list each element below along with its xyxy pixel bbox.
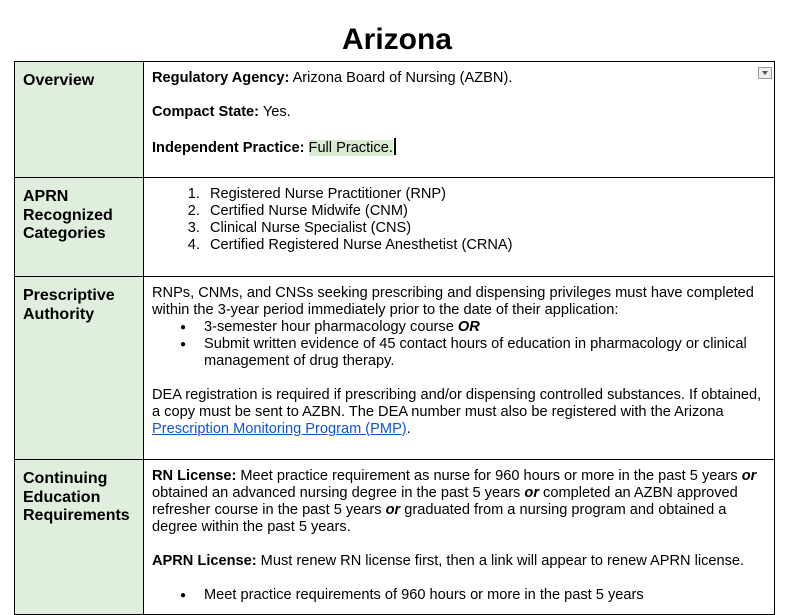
pmp-link[interactable]: Prescription Monitoring Program (PMP) [152, 421, 407, 437]
bullet1-or: OR [457, 319, 480, 335]
list-item: 3. Clinical Nurse Specialist (CNS) [204, 220, 766, 237]
list-item: 1. Registered Nurse Practitioner (RNP) [204, 186, 766, 203]
compact-state-line [152, 104, 766, 121]
rn-part1: Meet practice requirement as nurse for 960 hours or more in the past 5 years [236, 468, 742, 484]
rn-part4: graduated from a nursing program and obtained a degree within the past 5 years. [152, 502, 727, 535]
dea-end: . [406, 421, 411, 437]
categories-list [152, 186, 766, 254]
categories-row [15, 178, 775, 277]
education-content[interactable] [144, 460, 775, 615]
overview-content[interactable] [144, 62, 775, 178]
page-title: Arizona [341, 23, 452, 56]
rn-part3: completed an AZBN approved refresher course in the past 5 years [152, 485, 738, 518]
rn-part2: obtained an advanced nursing degree in the past 5 years [152, 485, 525, 501]
text-cursor [394, 138, 396, 155]
practice-label: Independent Practice: [152, 140, 305, 156]
practice-value-text: Full Practice [308, 140, 389, 156]
education-bullets [152, 587, 766, 604]
overview-label: Overview [15, 62, 144, 178]
aprn-license-paragraph [152, 553, 766, 570]
categories-content[interactable] [144, 178, 775, 277]
list-item: ● Meet practice requirements of 960 hours or more in the past 5 years [204, 587, 766, 604]
agency-value: Arizona Board of Nursing (AZBN). [289, 70, 513, 86]
or-text: or [524, 485, 539, 501]
education-row [15, 460, 775, 615]
practice-end: . [388, 140, 393, 156]
compact-label: Compact State: [152, 104, 260, 120]
list-item [204, 319, 766, 336]
aprn-label: APRN License: [152, 553, 257, 569]
prescriptive-bullets [152, 319, 766, 370]
list-item: 4. Certified Registered Nurse Anesthetist (CRNA) [204, 237, 766, 254]
practice-value [309, 140, 393, 156]
prescriptive-label: Prescriptive Authority [15, 277, 144, 460]
regulatory-agency-line [152, 70, 766, 87]
list-item: ● Submit written evidence of 45 contact hours of education in pharmacology or clinical management of drug therapy. [204, 336, 766, 370]
list-item: 2. Certified Nurse Midwife (CNM) [204, 203, 766, 220]
categories-label: APRN Recognized Categories [15, 178, 144, 277]
rn-label: RN License: [152, 468, 237, 484]
dea-text: DEA registration is required if prescribing and/or dispensing controlled substances. If obtained, a copy must be sent to AZBN. The DEA number must also be registered with the Arizona [152, 387, 762, 420]
agency-label: Regulatory Agency: [152, 70, 290, 86]
compact-value: Yes. [259, 104, 291, 120]
state-info-table [14, 61, 775, 615]
prescriptive-intro: RNPs, CNMs, and CNSs seeking prescribing and dispensing privileges must have completed within the 3-year period immediately prior to the date of their application: [152, 285, 754, 318]
bullet1-text: 3-semester hour pharmacology course [204, 319, 458, 335]
dropdown-arrow-icon[interactable] [758, 67, 772, 79]
aprn-text: Must renew RN license first, then a link will appear to renew APRN license. [256, 553, 745, 569]
or-text: or [385, 502, 401, 518]
or-text: or [741, 468, 757, 484]
prescriptive-row [15, 277, 775, 460]
rn-license-paragraph [152, 468, 766, 536]
dea-paragraph [152, 387, 766, 438]
independent-practice-line [152, 138, 766, 157]
prescriptive-content[interactable] [144, 277, 775, 460]
overview-row [15, 62, 775, 178]
education-label: Continuing Education Requirements [15, 460, 144, 615]
